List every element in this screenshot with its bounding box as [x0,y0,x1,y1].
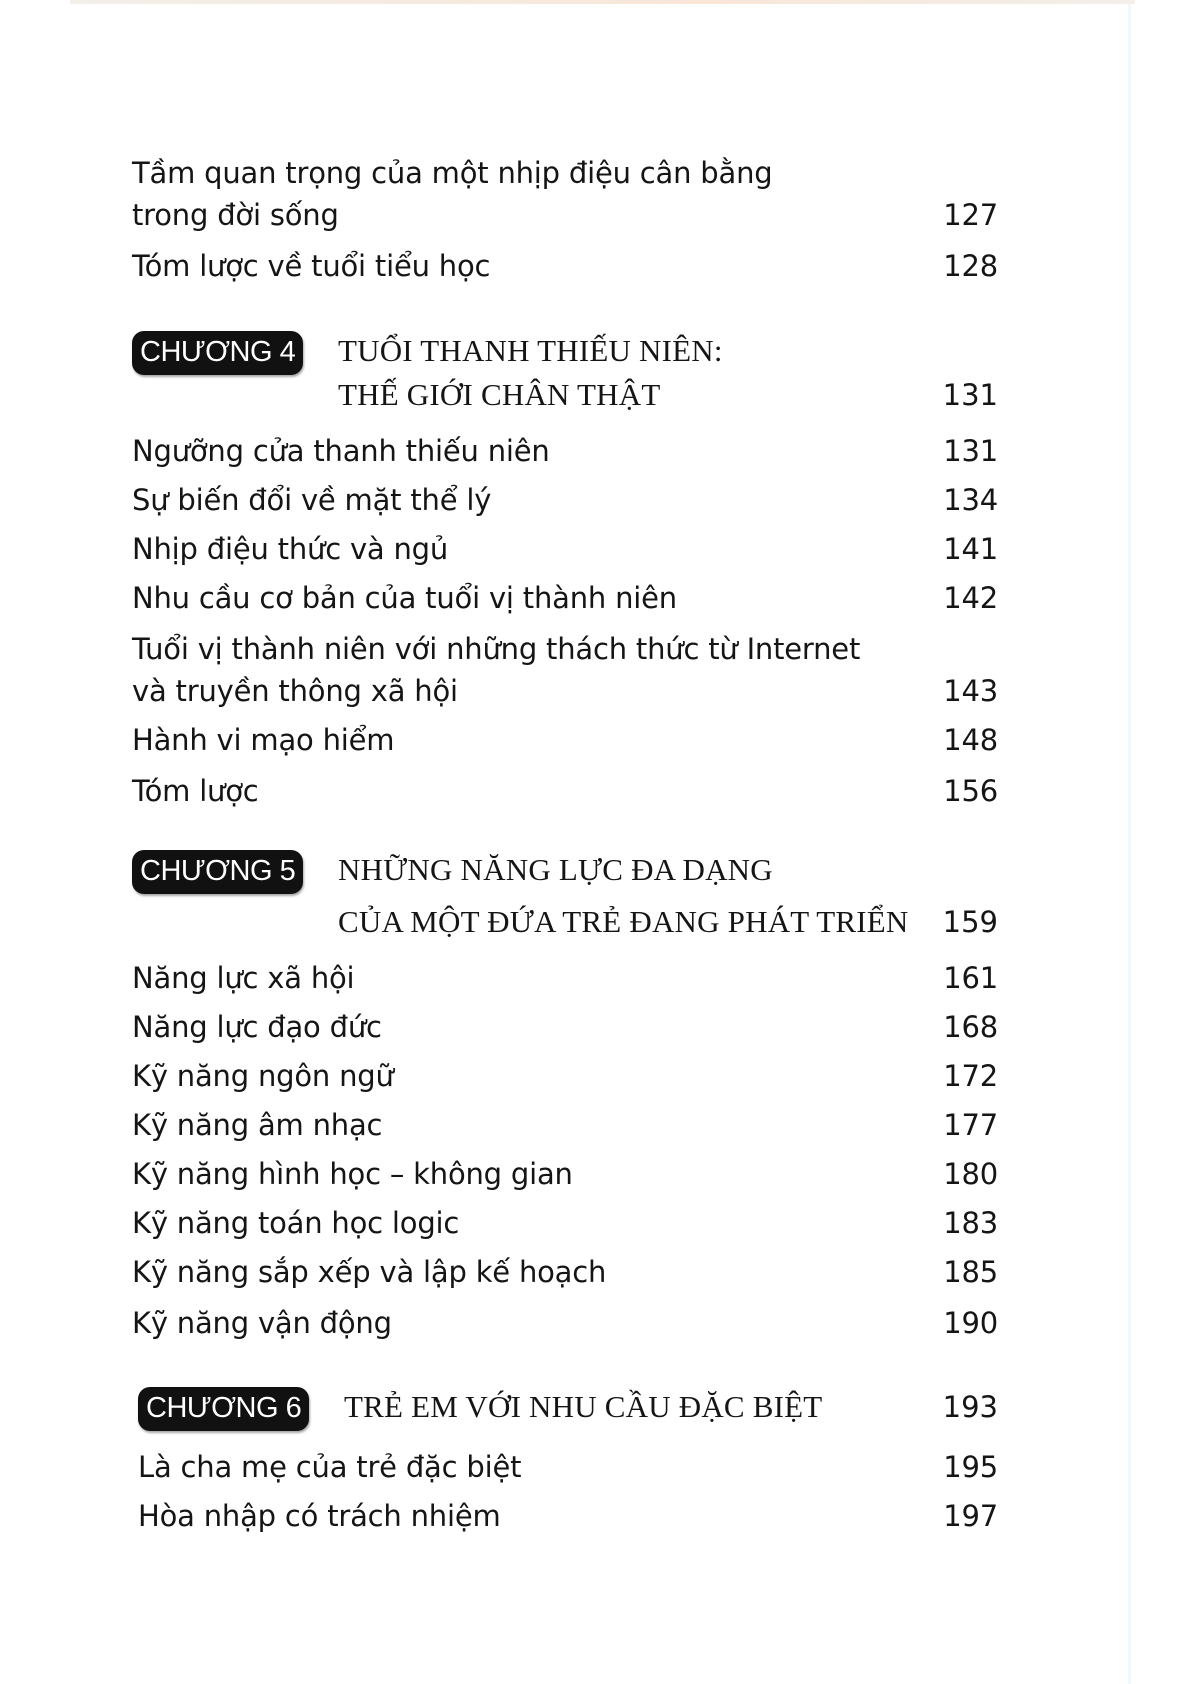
toc-entry[interactable] [132,1302,998,1344]
toc-entry[interactable] [132,957,998,999]
toc-entry-page: 127 [943,198,998,232]
chapter-badge: CHƯƠNG 6 [138,1387,309,1431]
toc-entry-title-line: Kỹ năng sắp xếp và lập kế hoạch [132,1255,607,1289]
toc-entry-page: 197 [943,1499,998,1533]
toc-entry[interactable] [132,770,998,812]
toc-entry[interactable] [132,1104,998,1146]
chapter-title-line: TRẺ EM VỚI NHU CẦU ĐẶC BIỆT [344,1389,823,1424]
toc-entry-page: 156 [943,774,998,808]
toc-entry-page: 131 [943,434,998,468]
chapter-page: 159 [942,905,998,939]
toc-entry[interactable] [132,1055,998,1097]
toc-entry[interactable] [132,1153,998,1195]
toc-entry[interactable] [132,1251,998,1293]
toc-entry-page: 161 [943,961,998,995]
toc-entry-title-line: Tầm quan trọng của một nhịp điệu cân bằng [132,156,773,190]
toc-entry-title-line: Năng lực đạo đức [132,1010,382,1044]
toc-entry[interactable] [138,1495,998,1537]
toc-entry-page: 180 [943,1157,998,1191]
chapter-heading-6[interactable] [138,1387,998,1433]
toc-entry-title-line: Năng lực xã hội [132,961,355,995]
toc-entry-page: 168 [943,1010,998,1044]
toc-entry-page: 183 [943,1206,998,1240]
chapter-title-line: THẾ GIỚI CHÂN THẬT [338,377,661,412]
toc-entry-page: 143 [943,674,998,708]
toc-entry[interactable] [132,1202,998,1244]
toc-entry-page: 177 [943,1108,998,1142]
toc-entry[interactable] [132,577,998,619]
toc-entry-title-line: Kỹ năng âm nhạc [132,1108,383,1142]
toc-entry-title-line: Sự biến đổi về mặt thể lý [132,483,492,517]
toc-entry-title-line: Kỹ năng ngôn ngữ [132,1059,394,1093]
toc-entry-page: 128 [943,249,998,283]
toc-entry-title-line: Kỹ năng toán học logic [132,1206,460,1240]
toc-entry-title-line: Ngưỡng cửa thanh thiếu niên [132,434,550,468]
chapter-title-line: TUỔI THANH THIẾU NIÊN: [338,333,723,368]
toc-entry-title-line: trong đời sống [132,198,339,232]
toc-entry-title-line: Nhịp điệu thức và ngủ [132,532,449,566]
chapter-page: 193 [942,1390,998,1424]
toc-entry-title-line: Hành vi mạo hiểm [132,723,395,757]
toc-entry[interactable] [132,430,998,472]
toc-entry-title-line: Nhu cầu cơ bản của tuổi vị thành niên [132,581,677,615]
toc-entry-title-line: Tuổi vị thành niên với những thách thức từ Internet [132,632,861,666]
chapter-badge: CHƯƠNG 5 [132,850,303,894]
toc-entry-page: 148 [943,723,998,757]
chapter-page: 131 [942,378,998,412]
chapter-title-line: CỦA MỘT ĐỨA TRẺ ĐANG PHÁT TRIỂN [338,904,909,939]
chapter-title-line: NHỮNG NĂNG LỰC ĐA DẠNG [338,852,773,887]
toc-entry[interactable] [132,719,998,761]
toc-entry-page: 172 [943,1059,998,1093]
toc-entry-page: 142 [943,581,998,615]
toc-entry-title-line: Là cha mẹ của trẻ đặc biệt [138,1450,522,1484]
toc-entry-page: 141 [943,532,998,566]
toc-entry[interactable] [132,479,998,521]
toc-entry-page: 195 [943,1450,998,1484]
toc-entry-title-line: Tóm lược về tuổi tiểu học [132,249,491,283]
toc-entry-title-line: Kỹ năng hình học – không gian [132,1157,573,1191]
toc-entry-title-line: và truyền thông xã hội [132,674,458,708]
toc-entry-title-line: Kỹ năng vận động [132,1306,392,1340]
toc-entry[interactable] [132,245,998,287]
toc-entry-page: 190 [943,1306,998,1340]
toc-entry-page: 185 [943,1255,998,1289]
toc-entry-page: 134 [943,483,998,517]
chapter-heading-5[interactable] [132,850,998,946]
toc-entry-title-line: Tóm lược [132,774,259,808]
toc-entry-title-line: Hòa nhập có trách nhiệm [138,1499,501,1533]
chapter-badge: CHƯƠNG 4 [132,331,303,375]
toc-entry[interactable] [132,1006,998,1048]
chapter-heading-4[interactable] [132,331,998,419]
toc-entry[interactable] [132,628,998,712]
toc-entry[interactable] [132,528,998,570]
toc-entry[interactable] [132,152,998,236]
toc-entry[interactable] [138,1446,998,1488]
